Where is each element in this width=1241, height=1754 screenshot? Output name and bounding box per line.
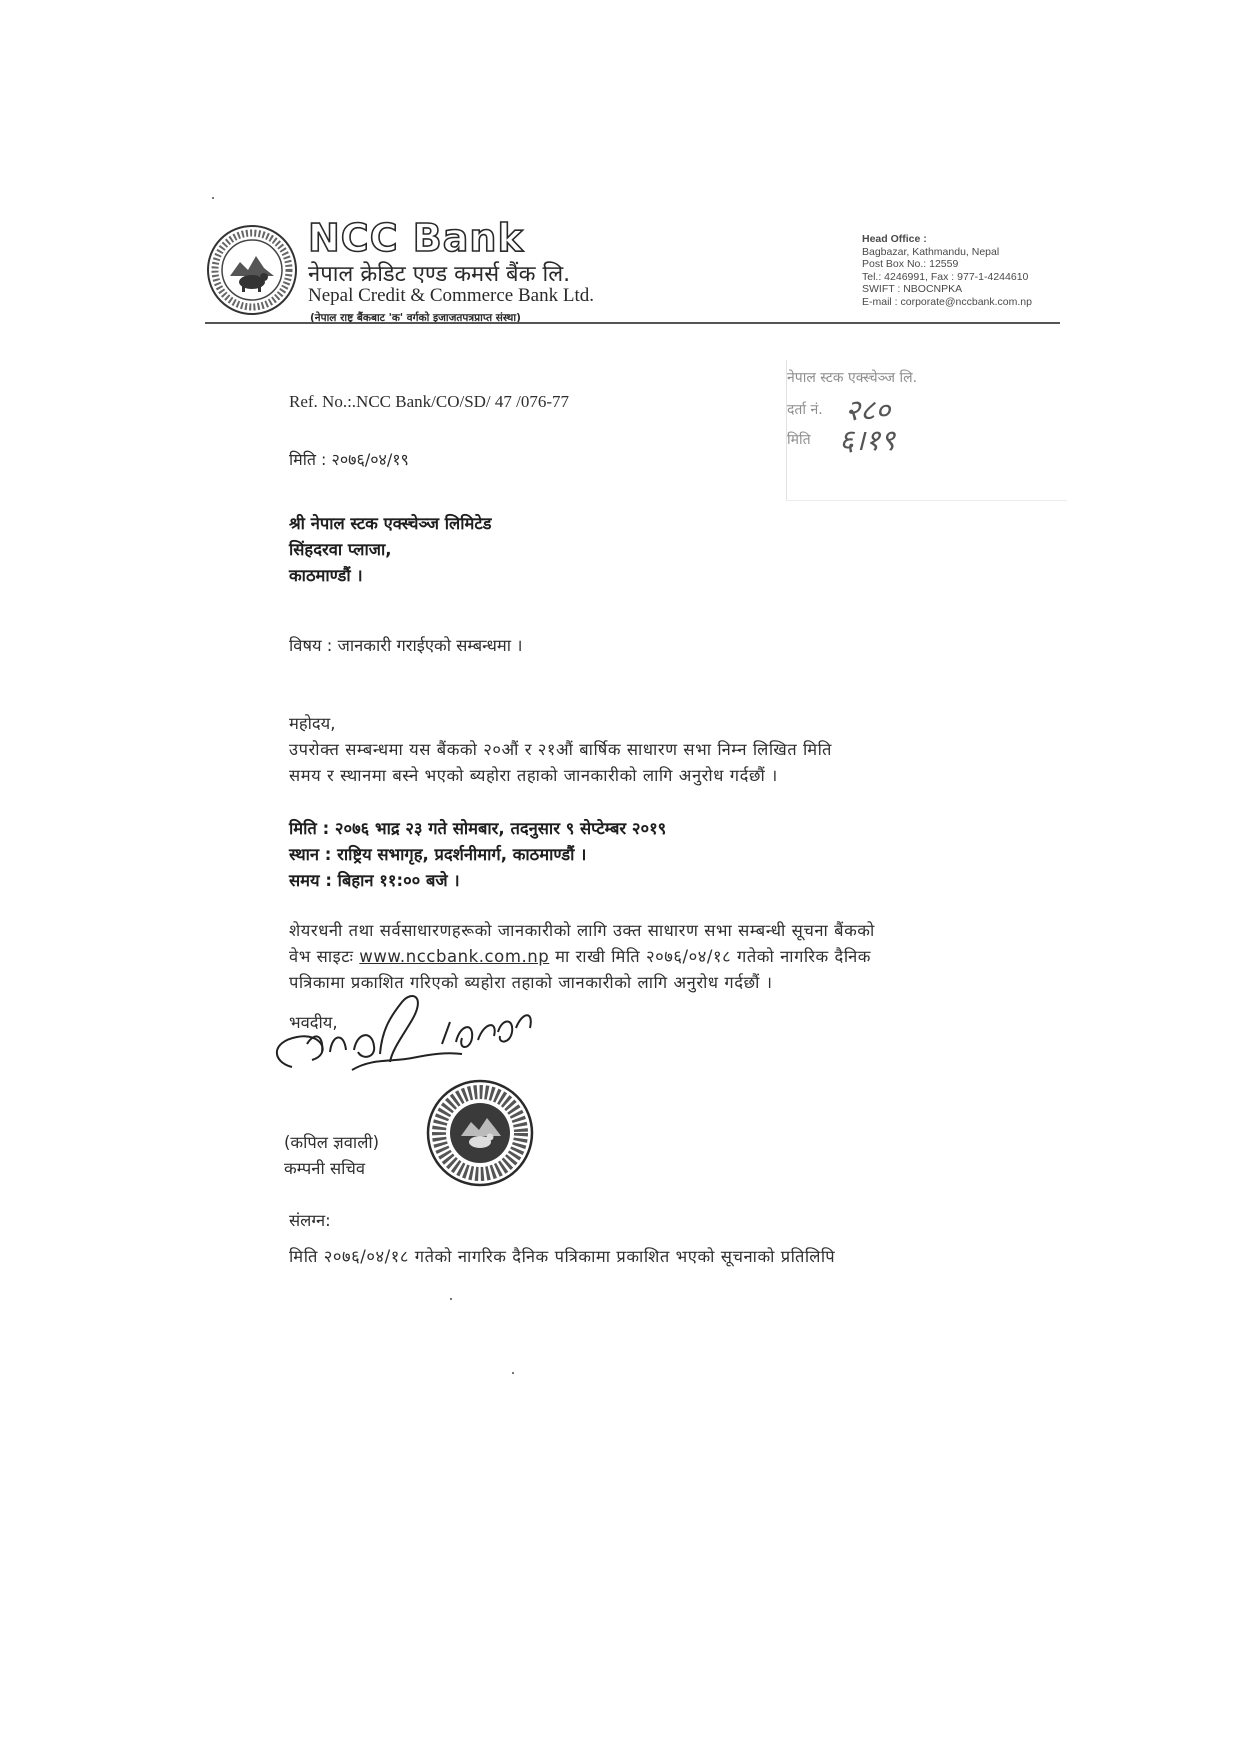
paragraph-1-line-2: समय र स्थानमा बस्ने भएको ब्यहोरा तहाको जानकारीको लागि अनुरोध गर्दछौं । xyxy=(289,766,778,785)
paragraph-2-line-1: शेयरधनी तथा सर्वसाधारणहरूको जानकारीको लागि उक्त साधारण सभा सम्बन्धी सूचना बैंकको xyxy=(289,921,875,940)
received-stamp xyxy=(786,360,1067,501)
received-stamp-date: ६।१९ xyxy=(839,423,896,457)
website-link[interactable]: www.nccbank.com.np xyxy=(359,947,550,966)
received-stamp-org: नेपाल स्टक एक्स्चेञ्ज लि. xyxy=(787,370,918,386)
received-stamp-reg-label: दर्ता नं. xyxy=(787,402,823,418)
brand-name: NCC Bank xyxy=(308,216,524,260)
website-label: वेभ साइटः xyxy=(289,947,354,966)
scan-speck xyxy=(512,1372,514,1374)
head-office-tel-fax: Tel.: 4246991, Fax : 977-1-4244610 xyxy=(862,270,1029,283)
scan-speck xyxy=(212,197,214,199)
paragraph-2-line-2-rest: मा राखी मिति २०७६/०४/१८ गतेको नागरिक दैनिक xyxy=(555,947,872,966)
meeting-venue: स्थान : राष्ट्रिय सभागृह, प्रदर्शनीमार्ग, काठमाण्डौं । xyxy=(289,845,587,864)
head-office-block xyxy=(862,233,1032,309)
bank-round-stamp xyxy=(425,1078,535,1188)
meeting-date: मिति : २०७६ भाद्र २३ गते सोमबार, तदनुसार ९ सेप्टेम्बर २०१९ xyxy=(289,819,667,838)
bank-seal-logo xyxy=(206,224,298,316)
salutation: महोदय, xyxy=(289,714,336,733)
letter-date: मिति : २०७६/०४/१९ xyxy=(289,450,409,469)
paragraph-2-line-3: पत्रिकामा प्रकाशित गरिएको ब्यहोरा तहाको जानकारीको लागि अनुरोध गर्दछौं । xyxy=(289,973,773,992)
head-office-swift: SWIFT : NBOCNPKA xyxy=(862,283,963,296)
license-note: (नेपाल राष्ट्र बैंकबाट 'क' वर्गको इजाजतपत्रप्राप्त संस्था) xyxy=(310,312,521,324)
signer-name: (कपिल ज्ञवाली) xyxy=(284,1133,380,1152)
bank-name-english: Nepal Credit & Commerce Bank Ltd. xyxy=(308,285,594,306)
bank-name-nepali: नेपाल क्रेडिट एण्ड कमर्स बैंक लि. xyxy=(308,262,571,287)
signer-title: कम्पनी सचिव xyxy=(284,1159,366,1178)
head-office-title: Head Office : xyxy=(862,233,927,245)
reference-number: Ref. No.:.NCC Bank/CO/SD/ 47 /076-77 xyxy=(289,392,570,411)
received-stamp-date-label: मिति xyxy=(787,432,811,448)
head-office-email: E-mail : corporate@nccbank.com.np xyxy=(862,295,1032,308)
scan-speck xyxy=(450,1298,452,1300)
attachment-label: संलग्न: xyxy=(289,1211,331,1230)
paragraph-1-line-1: उपरोक्त सम्बन्धमा यस बैंकको २०औं र २१औं बार्षिक साधारण सभा निम्न लिखित मिति xyxy=(289,740,832,759)
closing: भवदीय, xyxy=(289,1013,338,1032)
recipient-line-1: श्री नेपाल स्टक एक्स्चेञ्ज लिमिटेड xyxy=(289,514,492,533)
attachment-description: मिति २०७६/०४/१८ गतेको नागरिक दैनिक पत्रिकामा प्रकाशित भएको सूचनाको प्रतिलिपि xyxy=(289,1247,836,1266)
recipient-line-2: सिंहदरवा प्लाजा, xyxy=(289,540,392,559)
meeting-time: समय : बिहान ११:०० बजे । xyxy=(289,871,460,890)
subject-line: विषय : जानकारी गराईएको सम्बन्धमा । xyxy=(289,636,523,655)
recipient-line-3: काठमाण्डौं । xyxy=(289,566,363,585)
letterhead-divider xyxy=(205,322,1060,324)
head-office-pobox: Post Box No.: 12559 xyxy=(862,258,959,271)
received-stamp-reg-no: २८० xyxy=(845,393,891,427)
head-office-address: Bagbazar, Kathmandu, Nepal xyxy=(862,245,1000,258)
